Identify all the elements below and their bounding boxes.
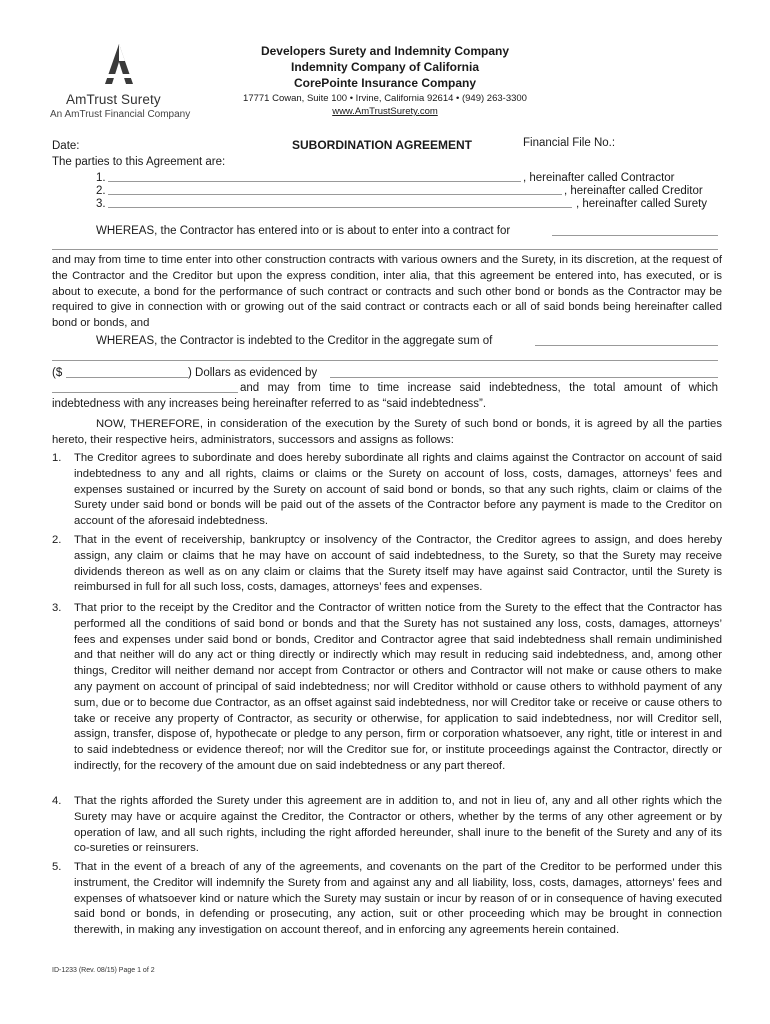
dollars-evidenced-label: ) Dollars as evidenced by xyxy=(188,367,318,379)
company-logo xyxy=(50,44,210,120)
party-3-num: 3. xyxy=(96,198,106,210)
clause-4 xyxy=(52,794,722,857)
contract-field-line2[interactable] xyxy=(52,249,718,250)
form-id-footer: ID-1233 (Rev. 08/15) Page 1 of 2 xyxy=(52,967,155,974)
parties-intro: The parties to this Agreement are: xyxy=(52,156,226,168)
company-name: Indemnity Company of California xyxy=(290,60,479,74)
date-label: Date: xyxy=(52,140,80,152)
aggregate-sum-field-line2[interactable] xyxy=(52,360,718,361)
party-1-suffix: , hereinafter called Contractor xyxy=(523,172,675,184)
clause-number: 4. xyxy=(52,795,62,807)
clause-text: The Creditor agrees to subordinate and does hereby subordinate all rights and claims against the Contractor on account of said indebtedness to any and all rights, claims or claims or the Surety on account of loss, costs, damages, attorneys’ fees and expenses sustained or incurred by the Surety on account of said bond or bonds, so that any such rights, claim or claims of the Surety under said bond or bonds will be paid out of the assets of the Contractor before any payment is made to the Creditor on account of the aforesaid indebtedness. xyxy=(74,452,722,528)
indebtedness-line2: indebtedness with any increases being hereinafter referred to as “said indebtedness”. xyxy=(52,398,487,410)
contract-field[interactable] xyxy=(552,235,718,236)
clause-number: 2. xyxy=(52,534,62,546)
clause-text: That the rights afforded the Surety under this agreement are in addition to, and not in lieu of, any and all other rights which the Surety may have or acquire against the Creditor, the Contractor or others, whether by the terms of any other agreement or by operation of law, and all such rights, including the right afforded hereunder, shall inure to the benefit of the Surety and any of its co-sureties or reinsurers. xyxy=(74,795,722,855)
clause-number: 5. xyxy=(52,861,62,873)
party-2-field[interactable] xyxy=(108,194,562,195)
whereas-contract-body: and may from time to time enter into other construction contracts with various owners and the Surety, in its discretion, at the request of the Contractor and the Creditor but upon the express condition, inter alia, that this agreement be entered into, has executed, or is about to execute, a bond for the performance of such contract or contracts and such other bond or bonds as the Contractor may be required to give in connection with or growing out of the said contract or contracts each or all of said bonds being hereinafter called bond or bonds, and xyxy=(52,254,722,330)
clause-text: That prior to the receipt by the Creditor and the Contractor of written notice from the Surety to the effect that the Contractor has performed all the conditions of said bond or bonds and that the Surety has not sustained any loss, costs, damages, attorneys’ fees and expenses under said bond or bonds, Creditor and Contractor agree that said indebtedness shall remain undiminished and that neither will do any act or thing directly or indirectly which may result in reducing said indebtedness, and, among other things, Creditor will neither demand nor accept from Contractor or others and Contractor will not make or cause others to make any payment on account of principal of said indebtedness; nor will Creditor withhold or cause others to withhold payment of any sum, due or to become due Contractor, as an offset against said indebtedness, nor will Creditor take or receive or cause others to take or receive any property of Contractor, as security or otherwise, for application to said indebtedness, nor will Creditor sell, assign, transfer, dispose of, hypothecate or pledge to any person, firm or corporation whatsoever, any right, title or interest in and to said indebtedness or evidence thereof; nor will the Creditor sue for, or institute proceedings against the Contractor, directly or indirectly, for the recovery of the amount due on said indebtedness or any part thereof. xyxy=(74,602,722,772)
dollars-open: ($ xyxy=(52,367,63,379)
evidenced-by-field[interactable] xyxy=(330,377,718,378)
clause-number: 3. xyxy=(52,602,62,614)
party-2-suffix: , hereinafter called Creditor xyxy=(564,185,703,197)
company-name: Developers Surety and Indemnity Company xyxy=(260,44,510,58)
party-1-num: 1. xyxy=(96,172,106,184)
aggregate-sum-field[interactable] xyxy=(535,345,718,346)
clause-3 xyxy=(52,601,722,775)
company-name: CorePointe Insurance Company xyxy=(293,76,477,90)
company-address: 17771 Cowan, Suite 100 • Irvine, California 92614 • (949) 263-3300 xyxy=(243,93,527,104)
clause-1 xyxy=(52,451,722,530)
logo-subtitle: An AmTrust Financial Company xyxy=(50,109,191,120)
indebtedness-tail: and may from time to time increase said indebtedness, the total amount of which xyxy=(240,382,718,394)
clause-number: 1. xyxy=(52,452,62,464)
logo-name: AmTrust Surety xyxy=(66,92,161,107)
party-3-suffix: , hereinafter called Surety xyxy=(576,198,708,210)
whereas-contract-label: WHEREAS, the Contractor has entered into or is about to enter into a contract for xyxy=(96,225,511,237)
company-website-link[interactable]: www.AmTrustSurety.com xyxy=(332,106,438,117)
amtrust-a-logo-icon xyxy=(105,44,133,84)
financial-file-label: Financial File No.: xyxy=(523,137,616,149)
dollars-amount-field[interactable] xyxy=(66,377,188,378)
evidenced-by-field-line2[interactable] xyxy=(52,392,238,393)
party-1-field[interactable] xyxy=(108,181,521,182)
company-header xyxy=(225,43,545,118)
whereas-indebted-label: WHEREAS, the Contractor is indebted to the Creditor in the aggregate sum of xyxy=(96,335,493,347)
party-2-num: 2. xyxy=(96,185,106,197)
document-title: SUBORDINATION AGREEMENT xyxy=(292,138,472,152)
clause-5 xyxy=(52,860,722,939)
clause-text: That in the event of a breach of any of the agreements, and covenants on the part of the Creditor to be performed under this instrument, the Creditor will indemnify the Surety from and against any and all liability, loss, costs, damages, attorneys’ fees and expenses of whatsoever kind or nature which the Surety may sustain or incur by reason of or in consequence of having executed said bond or bonds, in defending or prosecuting, any action, suit or other proceeding which may be brought in connection therewith, in making any investigation on account thereof, and in enforcing any agreements herein contained. xyxy=(74,861,722,937)
clause-2 xyxy=(52,533,722,596)
now-therefore-paragraph: NOW, THEREFORE, in consideration of the execution by the Surety of such bond or bonds, it is agreed by all the parties hereto, their respective heirs, administrators, successors and assigns as follows: xyxy=(52,418,722,446)
party-3-field[interactable] xyxy=(108,207,572,208)
clause-text: That in the event of receivership, bankruptcy or insolvency of the Contractor, the Creditor agrees to assign, and does hereby assign, any claim or claims that he may have on account of said indebtedness, to the Surety, so that the Surety may receive dividends thereon as well as on any claim or claims that the Surety itself may have against said Contractor, until the Surety is reimbursed in full for all such loss, costs, damages, attorneys’ fees and expenses. xyxy=(74,534,722,594)
